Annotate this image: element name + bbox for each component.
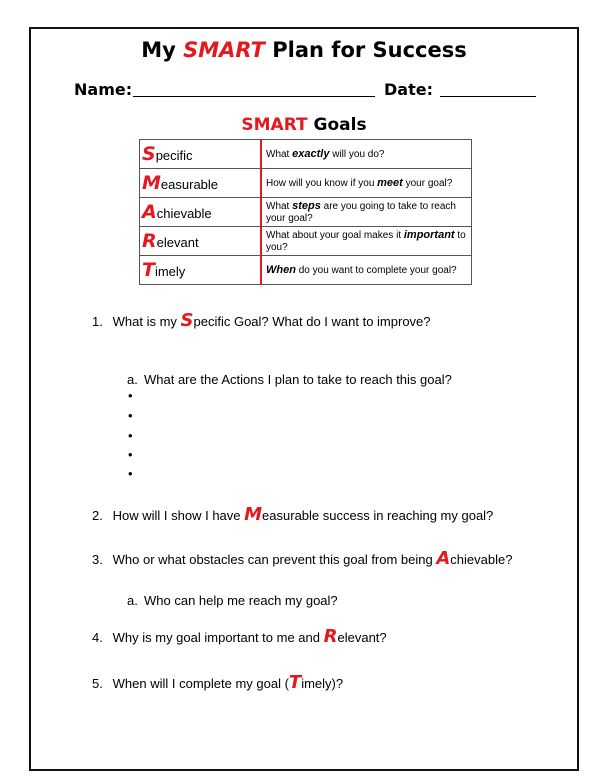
title-suffix: Plan for Success	[272, 38, 467, 62]
question-3a: a. Who can help me reach my goal?	[127, 593, 338, 608]
table-row	[140, 256, 472, 285]
smart-description: What steps are you going to take to reach your goal?	[261, 198, 472, 227]
smart-word: Measurable	[140, 169, 262, 198]
date-label: Date:	[384, 80, 433, 99]
date-line[interactable]	[440, 84, 536, 97]
question-2: 2. How will I show I have Measurable success in reaching my goal?	[92, 504, 494, 525]
smart-word: Specific	[140, 140, 262, 169]
table-row	[140, 227, 472, 256]
question-1: 1. What is my Specific Goal? What do I want to improve?	[92, 310, 431, 331]
table-row	[140, 140, 472, 169]
table-row	[140, 169, 472, 198]
smart-goals-heading	[0, 115, 608, 135]
smart-word: Timely	[140, 256, 262, 285]
smart-description: What exactly will you do?	[261, 140, 472, 169]
bullet-point: •	[128, 428, 133, 443]
title-smart: SMART	[183, 38, 265, 62]
smart-word: Relevant	[140, 227, 262, 256]
name-label: Name:	[74, 80, 133, 99]
bullet-point: •	[128, 388, 133, 403]
bullet-point: •	[128, 447, 133, 462]
bullet-point: •	[128, 408, 133, 423]
table-row	[140, 198, 472, 227]
smart-word: Achievable	[140, 198, 262, 227]
smart-description: What about your goal makes it important to you?	[261, 227, 472, 256]
goals-heading-rest: Goals	[313, 115, 367, 135]
title-prefix: My	[141, 38, 176, 62]
smart-description: When do you want to complete your goal?	[261, 256, 472, 285]
question-3: 3. Who or what obstacles can prevent this goal from being Achievable?	[92, 548, 513, 569]
question-4: 4. Why is my goal important to me and Relevant?	[92, 626, 387, 647]
goals-heading-smart: SMART	[241, 115, 308, 135]
page-title	[0, 38, 608, 62]
name-line[interactable]	[133, 84, 375, 97]
question-1a: a. What are the Actions I plan to take to reach this goal?	[127, 372, 452, 387]
question-5: 5. When will I complete my goal (Timely)?	[92, 672, 344, 693]
smart-table	[139, 139, 472, 285]
smart-description: How will you know if you meet your goal?	[261, 169, 472, 198]
bullet-point: •	[128, 466, 133, 481]
